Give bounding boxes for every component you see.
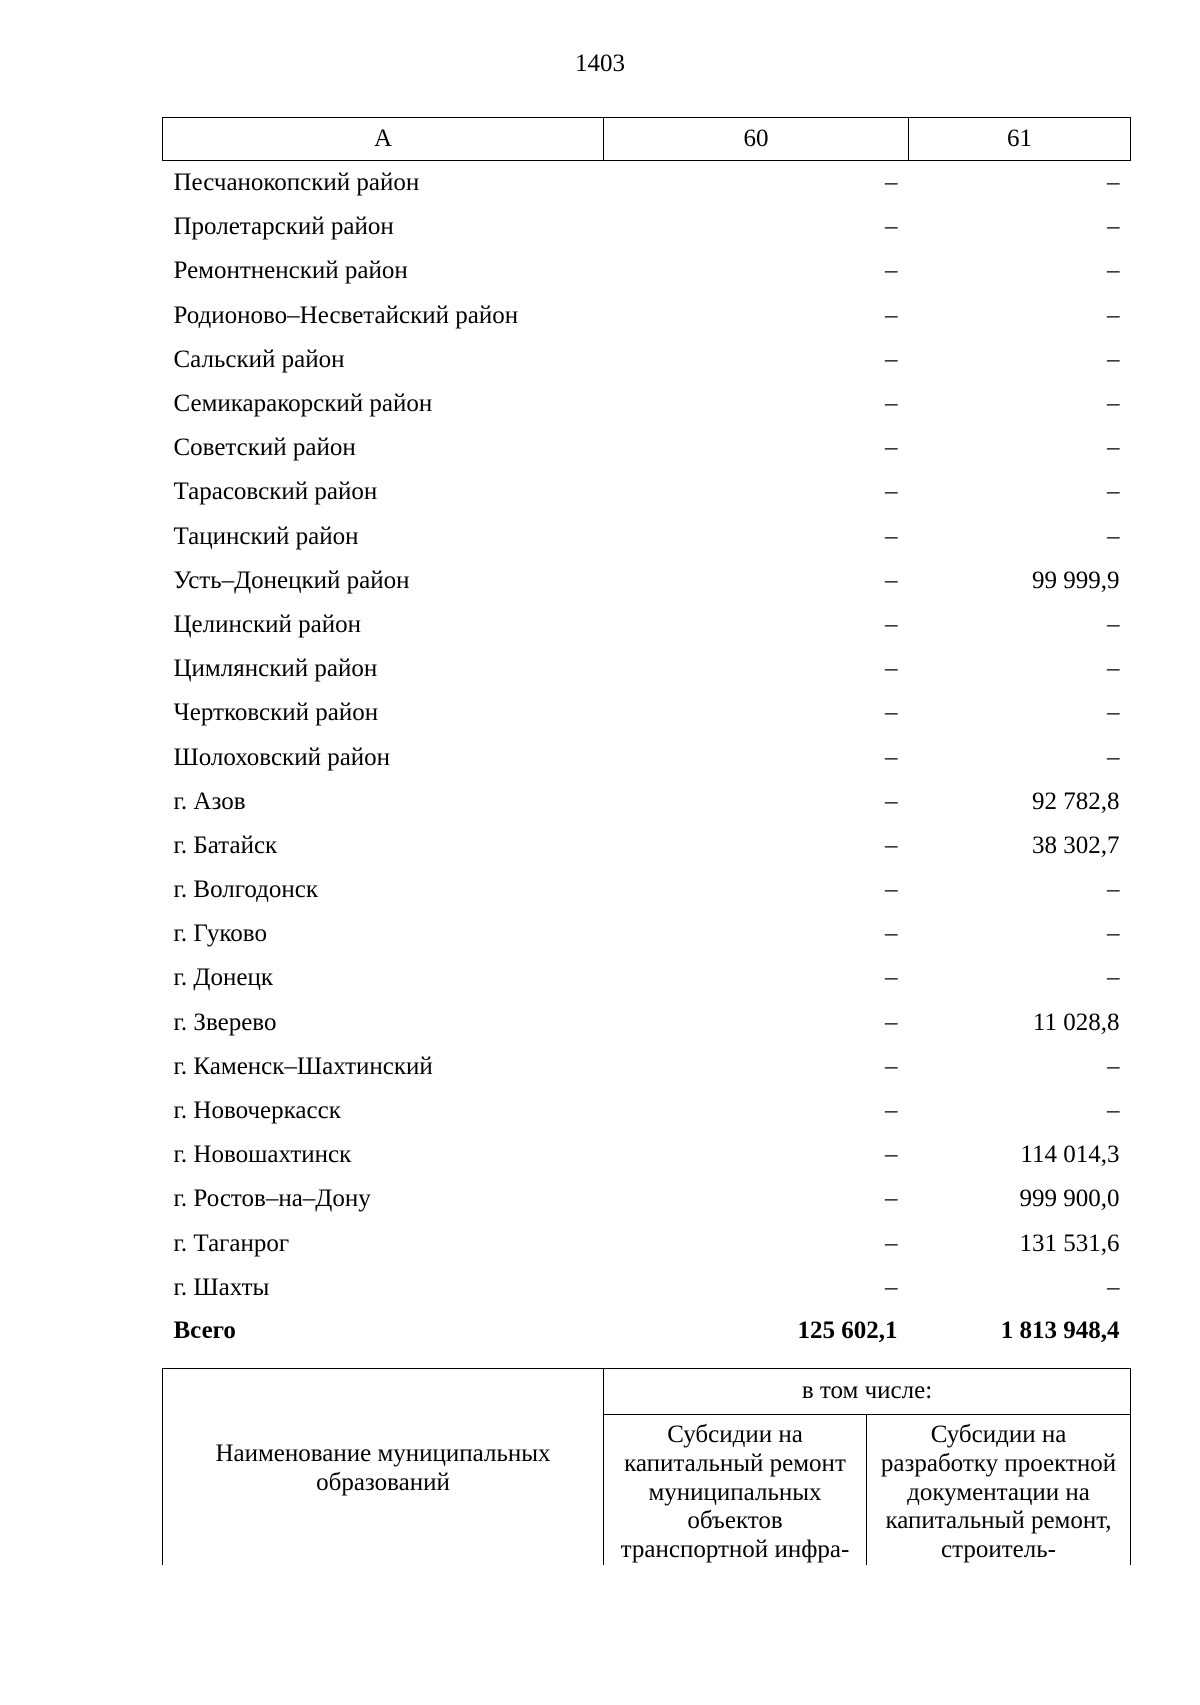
table-row (163, 735, 1131, 779)
table-row (163, 1177, 1131, 1221)
subsidy-table (162, 117, 1131, 1352)
value-cell-61: 114 014,3 (1020, 1141, 1120, 1169)
table-row (163, 249, 1131, 293)
municipality-name-header: Наименование муниципальных образований (163, 1369, 604, 1570)
value-cell-61: – (1107, 1052, 1120, 1080)
municipality-name-cell: г. Таганрог (173, 1229, 290, 1257)
municipality-name-cell: Чертковский район (173, 699, 379, 727)
value-cell-61: – (1107, 345, 1120, 373)
table-row (163, 868, 1131, 912)
municipality-name-cell: г. Новошахтинск (173, 1141, 352, 1169)
table-row (163, 1133, 1131, 1177)
table-row (163, 1089, 1131, 1133)
value-cell-61: – (1107, 964, 1120, 992)
table-row (163, 780, 1131, 824)
municipality-name-cell: г. Азов (173, 787, 246, 815)
value-cell-60: – (885, 345, 898, 373)
value-cell-60: – (885, 655, 898, 683)
value-cell-61: – (1107, 213, 1120, 241)
value-cell-60: – (885, 1229, 898, 1257)
municipality-name-cell: Ремонтненский район (173, 257, 408, 285)
value-cell-61: 99 999,9 (1032, 566, 1120, 594)
value-cell-60: – (885, 964, 898, 992)
municipality-name-cell: г. Батайск (173, 831, 278, 859)
header-cell-a: А (163, 118, 604, 161)
municipality-name-cell: Родионово–Несветайский район (173, 301, 519, 329)
municipality-name-cell: г. Зверево (173, 1008, 277, 1036)
design-documentation-subsidy-header: Субсидии на разработку проектной документации на капитальный ремонт, строитель- (867, 1415, 1131, 1570)
table-row (163, 426, 1131, 470)
value-cell-60: – (885, 610, 898, 638)
value-cell-60: – (885, 1052, 898, 1080)
value-cell-60: – (885, 566, 898, 594)
municipality-name-cell: г. Волгодонск (173, 876, 319, 904)
header-cell-60: 60 (604, 118, 909, 161)
table-row (163, 1222, 1131, 1266)
table-row (163, 515, 1131, 559)
table-row (163, 161, 1131, 206)
value-cell-60: – (885, 787, 898, 815)
value-cell-60: – (885, 169, 898, 197)
value-cell-61: 131 531,6 (1019, 1229, 1120, 1257)
total-value-60: 125 602,1 (797, 1316, 898, 1344)
value-cell-60: – (885, 831, 898, 859)
value-cell-60: – (885, 301, 898, 329)
value-cell-61: – (1107, 610, 1120, 638)
table-row (163, 205, 1131, 249)
including-group-header: в том числе: (604, 1369, 1131, 1415)
value-cell-60: – (885, 876, 898, 904)
table-row (163, 1266, 1131, 1310)
municipality-name-cell: г. Гуково (173, 920, 267, 948)
header-cell-61: 61 (909, 118, 1131, 161)
value-cell-61: – (1107, 1273, 1120, 1301)
municipality-name-cell: Семикаракорский район (173, 390, 433, 418)
value-cell-61: 92 782,8 (1032, 787, 1120, 815)
continuation-table-header (162, 1368, 1131, 1569)
table-row (163, 1001, 1131, 1045)
value-cell-60: – (885, 478, 898, 506)
value-cell-60: – (885, 522, 898, 550)
value-cell-61: – (1107, 390, 1120, 418)
value-cell-60: – (885, 699, 898, 727)
value-cell-61: – (1107, 522, 1120, 550)
value-cell-61: 11 028,8 (1032, 1008, 1120, 1036)
table-row (163, 647, 1131, 691)
value-cell-61: – (1107, 876, 1120, 904)
table-header-row (163, 118, 1131, 161)
value-cell-60: – (885, 213, 898, 241)
table-row (163, 382, 1131, 426)
table-row (163, 912, 1131, 956)
table-row (163, 691, 1131, 735)
value-cell-60: – (885, 1273, 898, 1301)
municipality-name-cell: г. Каменск–Шахтинский (173, 1052, 433, 1080)
table-row (163, 470, 1131, 514)
municipality-name-cell: г. Шахты (173, 1273, 270, 1301)
table-row (163, 1045, 1131, 1089)
value-cell-60: – (885, 920, 898, 948)
value-cell-61: – (1107, 1097, 1120, 1125)
table-row (163, 294, 1131, 338)
value-cell-60: – (885, 257, 898, 285)
municipality-name-cell: Усть–Донецкий район (173, 566, 410, 594)
table-row (163, 603, 1131, 647)
value-cell-60: – (885, 434, 898, 462)
value-cell-61: – (1107, 478, 1120, 506)
value-cell-60: – (885, 743, 898, 771)
table-row (163, 559, 1131, 603)
municipality-name-cell: г. Ростов–на–Дону (173, 1185, 371, 1213)
municipality-name-cell: Целинский район (173, 610, 361, 638)
value-cell-61: – (1107, 301, 1120, 329)
municipality-name-cell: Цимлянский район (173, 655, 378, 683)
capital-repair-subsidy-header: Субсидии на капитальный ремонт муниципальных объектов транспортной инфра- (604, 1415, 867, 1570)
municipality-name-cell: Пролетарский район (173, 213, 394, 241)
municipality-name-cell: Песчанокопский район (173, 169, 420, 197)
value-cell-60: – (885, 1185, 898, 1213)
value-cell-61: – (1107, 257, 1120, 285)
total-row (163, 1310, 1131, 1352)
value-cell-61: – (1107, 699, 1120, 727)
value-cell-61: 999 900,0 (1019, 1185, 1120, 1213)
value-cell-61: – (1107, 655, 1120, 683)
value-cell-60: – (885, 1141, 898, 1169)
value-cell-61: – (1107, 920, 1120, 948)
page-number: 1403 (575, 50, 625, 77)
municipality-name-cell: г. Новочеркасск (173, 1097, 341, 1125)
municipality-name-cell: Шолоховский район (173, 743, 391, 771)
municipality-name-cell: г. Донецк (173, 964, 273, 992)
municipality-name-cell: Тарасовский район (173, 478, 378, 506)
total-label: Всего (173, 1316, 236, 1344)
table-row (163, 956, 1131, 1000)
value-cell-61: – (1107, 743, 1120, 771)
value-cell-60: – (885, 1097, 898, 1125)
value-cell-61: – (1107, 434, 1120, 462)
municipality-name-cell: Советский район (173, 434, 356, 462)
table-row (163, 338, 1131, 382)
value-cell-60: – (885, 1008, 898, 1036)
value-cell-61: 38 302,7 (1032, 831, 1120, 859)
table-row (163, 824, 1131, 868)
value-cell-60: – (885, 390, 898, 418)
table-body (163, 161, 1131, 1352)
page-bottom-margin (0, 1565, 1200, 1705)
value-cell-61: – (1107, 169, 1120, 197)
total-value-61: 1 813 948,4 (1000, 1316, 1120, 1344)
municipality-name-cell: Тацинский район (173, 522, 359, 550)
municipality-name-cell: Сальский район (173, 345, 345, 373)
